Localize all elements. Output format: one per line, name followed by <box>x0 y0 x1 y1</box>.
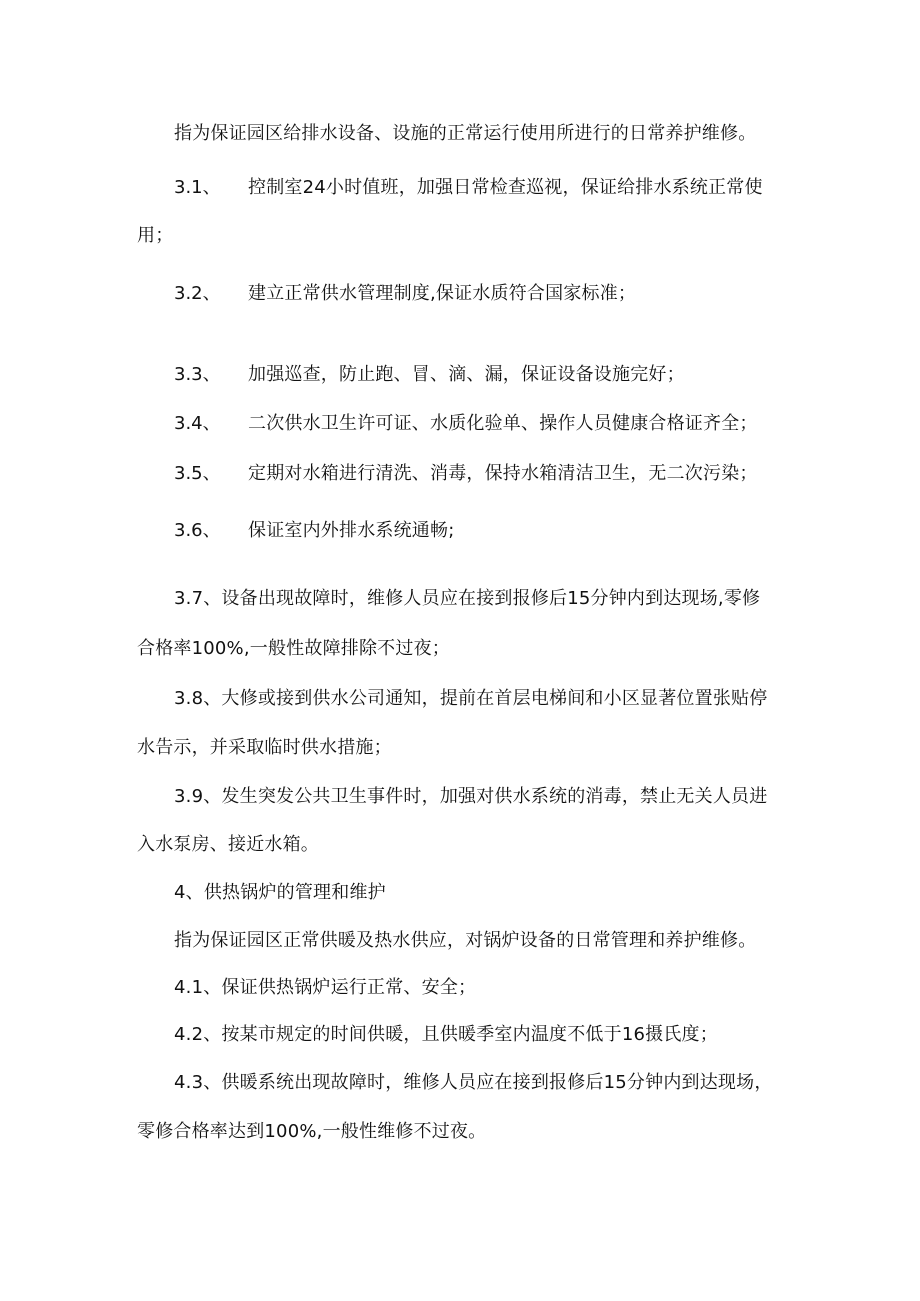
item-3-1-continuation: 用； <box>137 225 174 246</box>
item-3-3-number: 3.3、 <box>174 364 221 385</box>
item-3-9-line1: 3.9、发生突发公共卫生事件时，加强对供水系统的消毒，禁止无关人员进 <box>174 786 768 807</box>
item-3-4-number: 3.4、 <box>174 413 221 434</box>
item-3-8-line1: 3.8、大修或接到供水公司通知，提前在首层电梯间和小区显著位置张贴停 <box>174 688 768 709</box>
intro-paragraph: 指为保证园区给排水设备、设施的正常运行使用所进行的日常养护维修。 <box>174 123 757 144</box>
item-3-8-line2: 水告示，并采取临时供水措施； <box>137 737 392 758</box>
item-4-1: 4.1、保证供热锅炉运行正常、安全； <box>174 977 477 998</box>
item-4-2: 4.2、按某市规定的时间供暖，且供暖季室内温度不低于16摄氏度； <box>174 1024 718 1045</box>
item-3-1-text: 控制室24小时值班，加强日常检查巡视，保证给排水系统正常使 <box>248 177 763 198</box>
section-4-heading: 4、供热锅炉的管理和维护 <box>174 882 386 903</box>
item-3-7-line1: 3.7、设备出现故障时，维修人员应在接到报修后15分钟内到达现场,零修 <box>174 588 761 609</box>
item-3-5-number: 3.5、 <box>174 463 221 484</box>
item-4-3-line1: 4.3、供暖系统出现故障时，维修人员应在接到报修后15分钟内到达现场， <box>174 1072 773 1093</box>
item-3-2-text: 建立正常供水管理制度,保证水质符合国家标准； <box>248 283 637 304</box>
item-3-7-line2: 合格率100%,一般性故障排除不过夜； <box>137 638 450 659</box>
item-3-5-text: 定期对水箱进行清洗、消毒，保持水箱清洁卫生，无二次污染； <box>248 463 758 484</box>
item-4-3-line2: 零修合格率达到100%,一般性维修不过夜。 <box>137 1121 487 1142</box>
item-3-9-line2: 入水泵房、接近水箱。 <box>137 834 319 855</box>
item-3-2-number: 3.2、 <box>174 283 221 304</box>
item-3-4-text: 二次供水卫生许可证、水质化验单、操作人员健康合格证齐全； <box>248 413 758 434</box>
item-3-3-text: 加强巡查，防止跑、冒、滴、漏，保证设备设施完好； <box>248 364 685 385</box>
item-3-6-number: 3.6、 <box>174 520 221 541</box>
item-3-1-number: 3.1、 <box>174 177 221 198</box>
item-3-6-text: 保证室内外排水系统通畅; <box>248 520 455 541</box>
section-4-intro: 指为保证园区正常供暖及热水供应，对锅炉设备的日常管理和养护维修。 <box>174 930 757 951</box>
